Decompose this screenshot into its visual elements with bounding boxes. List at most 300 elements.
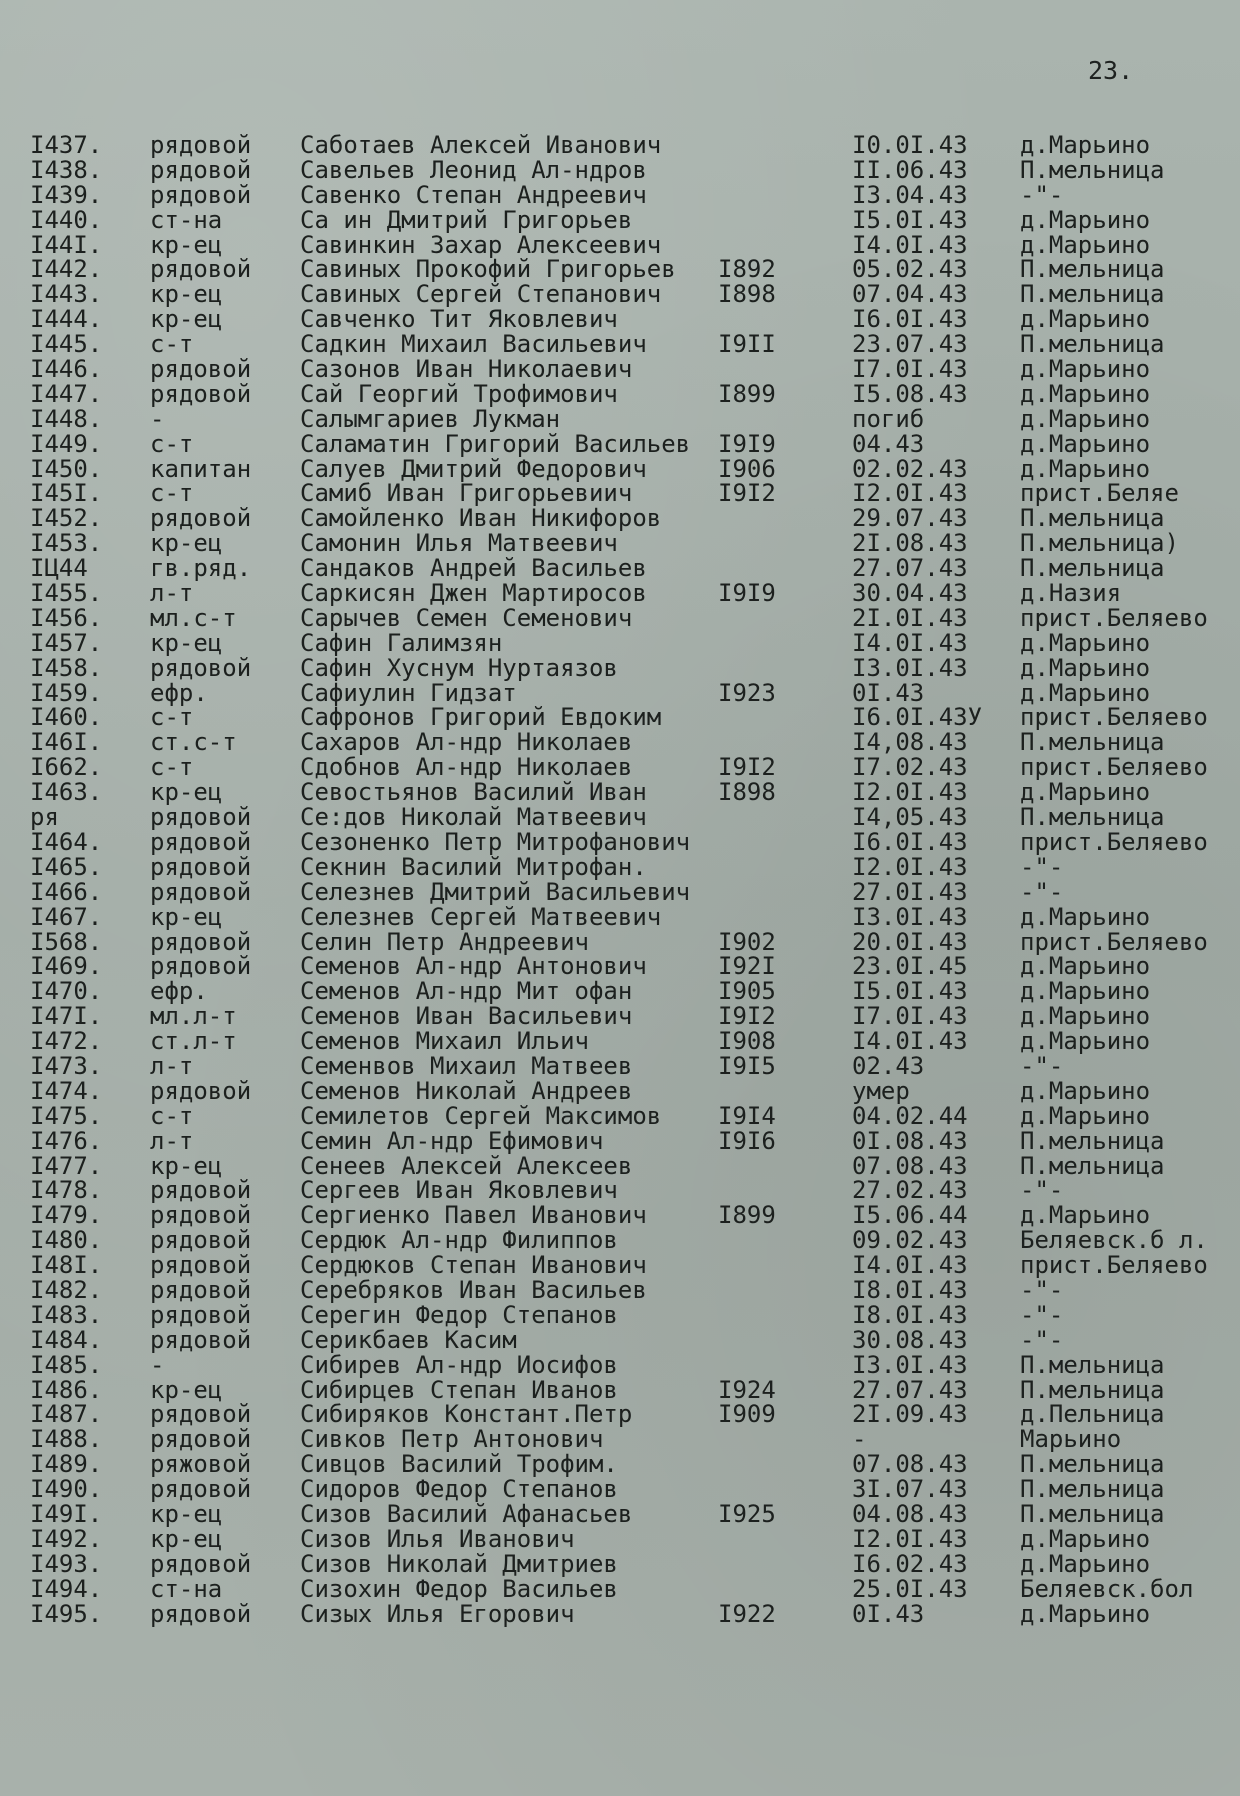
entry-number: I467. [30,902,103,931]
casualty-list [0,133,1240,1626]
entry-place: д.Марьино [1020,1524,1151,1553]
entry-date: 23.0I.45 [852,952,968,981]
entry-date: I3.0I.43 [852,902,968,931]
entry-number: I472. [30,1027,103,1056]
entry-place: д.Марьино [1020,902,1151,931]
entry-name: Семилетов Сергей Максимов [300,1101,662,1130]
entry-number: I486. [30,1375,103,1404]
entry-date: 04.08.43 [852,1499,968,1528]
entry-date: I6.0I.43 [852,305,968,334]
list-row [0,877,1240,906]
entry-date: I2.0I.43 [852,852,968,881]
entry-number: I49I. [30,1499,103,1528]
entry-number: I455. [30,579,103,608]
entry-birth-year: I925 [718,1499,776,1528]
entry-name: Семенов Николай Андреев [300,1076,633,1105]
entry-name: Семенов Иван Васильевич [300,1002,633,1031]
entry-rank: рядовой [150,653,252,682]
entry-place: прист.Беляево [1020,753,1208,782]
entry-number: I495. [30,1599,103,1628]
entry-number: I48I. [30,1251,103,1280]
entry-name: Савиных Сергей Степанович [300,280,662,309]
list-row [0,1076,1240,1105]
list-row [0,257,1240,282]
list-row [0,628,1240,657]
entry-place: д.Марьино [1020,952,1151,981]
entry-number: I487. [30,1400,103,1429]
entry-birth-year: I92I [718,952,776,981]
list-row [0,1325,1240,1354]
entry-number: I440. [30,205,103,234]
entry-place: д.Марьино [1020,678,1151,707]
entry-place: прист.Беляево [1020,603,1208,632]
list-row [0,1228,1240,1253]
entry-date: I2.0I.43 [852,479,968,508]
entry-date: I3.04.43 [852,180,968,209]
list-row [0,979,1240,1004]
entry-birth-year: I905 [718,977,776,1006]
list-row [0,705,1240,730]
list-row [0,1151,1240,1180]
entry-number: I46I. [30,728,103,757]
entry-birth-year: I9I2 [718,479,776,508]
list-row [0,1350,1240,1379]
entry-date: 23.07.43 [852,330,968,359]
entry-birth-year: I9I6 [718,1126,776,1155]
list-row [0,1253,1240,1278]
entry-name: Сидоров Федор Степанов [300,1475,618,1504]
entry-date: I2.0I.43 [852,778,968,807]
entry-name: Семенов Ал-ндр Антонович [300,952,647,981]
list-row [0,954,1240,979]
entry-place: -"- [1020,1176,1064,1205]
entry-rank: с-т [150,703,194,732]
entry-number: I464. [30,827,103,856]
entry-place: прист.Беляево [1020,1251,1208,1280]
entry-name: Секнин Василий Митрофан. [300,852,647,881]
entry-date: I8.0I.43 [852,1300,968,1329]
entry-place: П.мельница) [1020,529,1179,558]
list-row [0,1452,1240,1477]
entry-place: прист.Беляево [1020,703,1208,732]
entry-place: д.Марьино [1020,404,1151,433]
entry-rank: кр-ец [150,529,223,558]
list-row [0,1599,1240,1628]
entry-place: -"- [1020,852,1064,881]
entry-place: -"- [1020,180,1064,209]
list-row [0,133,1240,158]
entry-place: д.Марьино [1020,778,1151,807]
entry-date: - [852,1425,867,1454]
entry-rank: кр-ец [150,1151,223,1180]
entry-place: д.Марьино [1020,653,1151,682]
entry-place: Беляевск.бол [1020,1574,1194,1603]
entry-place: -"- [1020,1325,1064,1354]
entry-number: I465. [30,852,103,881]
entry-rank: ряжовой [150,1450,252,1479]
entry-date: 27.07.43 [852,1375,968,1404]
entry-name: Сергиенко Павел Иванович [300,1201,647,1230]
entry-date: I4.0I.43 [852,1027,968,1056]
entry-place: д.Марьино [1020,1201,1151,1230]
entry-name: Саркисян Джен Мартиросов [300,579,647,608]
entry-rank: с-т [150,1101,194,1130]
entry-number: I493. [30,1549,103,1578]
entry-rank: рядовой [150,1425,252,1454]
list-row [0,429,1240,458]
entry-birth-year: I898 [718,778,776,807]
entry-rank: рядовой [150,1325,252,1354]
entry-rank: рядовой [150,155,252,184]
entry-date: 29.07.43 [852,504,968,533]
list-row [0,1029,1240,1054]
list-row [0,827,1240,856]
entry-rank: с-т [150,429,194,458]
entry-date: 04.02.44 [852,1101,968,1130]
entry-rank: рядовой [150,1549,252,1578]
list-row [0,780,1240,805]
entry-number: I494. [30,1574,103,1603]
entry-place: д.Назия [1020,579,1122,608]
entry-date: I4,05.43 [852,803,968,832]
entry-number: I456. [30,603,103,632]
entry-name: Семенвов Михаил Матвеев [300,1051,633,1080]
entry-rank: рядовой [150,255,252,284]
entry-date: I0.0I.43 [852,131,968,159]
entry-rank: рядовой [150,1475,252,1504]
entry-place: П.мельница [1020,1151,1165,1180]
entry-name: Сай Георгий Трофимович [300,379,618,408]
entry-rank: мл.л-т [150,1002,237,1031]
list-row [0,603,1240,632]
entry-place: П.мельница [1020,1475,1165,1504]
entry-place: П.мельница [1020,280,1165,309]
entry-number: I449. [30,429,103,458]
entry-name: Сафин Хуснум Нуртаязов [300,653,618,682]
entry-number: I458. [30,653,103,682]
entry-place: д.Марьино [1020,131,1151,159]
entry-rank: рядовой [150,504,252,533]
entry-rank: кр-ец [150,280,223,309]
entry-date: I5.08.43 [852,379,968,408]
entry-date: погиб [852,404,925,433]
entry-name: Савченко Тит Яковлевич [300,305,618,334]
entry-rank: рядовой [150,355,252,384]
entry-number: I478. [30,1176,103,1205]
list-row [0,454,1240,483]
entry-rank: л-т [150,579,194,608]
entry-rank: рядовой [150,1400,252,1429]
entry-number: I474. [30,1076,103,1105]
list-row [0,678,1240,707]
entry-birth-year: I924 [718,1375,776,1404]
entry-place: П.мельница [1020,803,1165,832]
entry-number: I489. [30,1450,103,1479]
entry-name: Сарычев Семен Семенович [300,603,633,632]
entry-name: Семенов Михаил Ильич [300,1027,589,1056]
list-row [0,1051,1240,1080]
entry-place: Марьино [1020,1425,1122,1454]
list-row [0,902,1240,931]
list-row [0,155,1240,184]
entry-name: Семенов Ал-ндр Мит офан [300,977,633,1006]
entry-name: Самонин Илья Матвеевич [300,529,618,558]
list-row [0,282,1240,307]
entry-name: Сезоненко Петр Митрофанович [300,827,691,856]
entry-birth-year: I922 [718,1599,776,1628]
entry-place: д.Марьино [1020,454,1151,483]
entry-date: I5.0I.43 [852,205,968,234]
list-row [0,556,1240,581]
entry-number: I444. [30,305,103,334]
entry-rank: рядовой [150,852,252,881]
entry-rank: рядовой [150,827,252,856]
entry-name: Самиб Иван Григорьевиич [300,479,633,508]
list-row [0,180,1240,209]
entry-place: д.Марьино [1020,429,1151,458]
entry-name: Сибиряков Констант.Петр [300,1400,633,1429]
entry-rank: л-т [150,1126,194,1155]
entry-number: I47I. [30,1002,103,1031]
entry-place: -"- [1020,1275,1064,1304]
entry-rank: рядовой [150,877,252,906]
entry-place: Беляевск.б л. [1020,1226,1208,1255]
entry-place: д.Марьино [1020,1549,1151,1578]
entry-name: Са ин Дмитрий Григорьев [300,205,633,234]
entry-date: 27.0I.43 [852,877,968,906]
entry-name: Сердюков Степан Иванович [300,1251,647,1280]
entry-number: I469. [30,952,103,981]
entry-birth-year: I902 [718,927,776,956]
entry-birth-year: I909 [718,1400,776,1429]
entry-birth-year: I908 [718,1027,776,1056]
entry-name: Сивков Петр Антонович [300,1425,604,1454]
entry-name: Сибирев Ал-ндр Иосифов [300,1350,618,1379]
entry-name: Сафиулин Гидзат [300,678,517,707]
entry-name: Савельев Леонид Ал-ндров [300,155,647,184]
list-row [0,1402,1240,1427]
entry-date: I7.0I.43 [852,1002,968,1031]
entry-date: I4.0I.43 [852,1251,968,1280]
entry-number: I482. [30,1275,103,1304]
entry-name: Севостьянов Василий Иван [300,778,647,807]
entry-date: 2I.0I.43 [852,603,968,632]
entry-number: I438. [30,155,103,184]
entry-rank: кр-ец [150,1375,223,1404]
entry-date: II.06.43 [852,155,968,184]
entry-rank: кр-ец [150,1524,223,1553]
entry-rank: ефр. [150,977,208,1006]
entry-date: умер [852,1076,910,1105]
entry-number: I446. [30,355,103,384]
entry-number: I475. [30,1101,103,1130]
entry-name: Сизых Илья Егорович [300,1599,575,1628]
entry-date: 30.08.43 [852,1325,968,1354]
entry-number: I480. [30,1226,103,1255]
entry-place: -"- [1020,1300,1064,1329]
entry-rank: рядовой [150,1275,252,1304]
page-number: 23. [1088,56,1134,85]
entry-number: I485. [30,1350,103,1379]
entry-place: д.Марьино [1020,205,1151,234]
entry-place: д.Марьино [1020,1027,1151,1056]
entry-date: 04.43 [852,429,925,458]
entry-birth-year: I906 [718,454,776,483]
entry-date: 09.02.43 [852,1226,968,1255]
entry-date: I3.0I.43 [852,653,968,682]
entry-date: 0I.43 [852,678,925,707]
entry-rank: рядовой [150,131,252,159]
entry-rank: рядовой [150,379,252,408]
entry-number: ря [30,803,59,832]
entry-name: Сизов Николай Дмитриев [300,1549,618,1578]
entry-name: Савенко Степан Андреевич [300,180,647,209]
entry-rank: мл.с-т [150,603,237,632]
entry-number: I484. [30,1325,103,1354]
entry-name: Савиных Прокофий Григорьев [300,255,676,284]
entry-rank: рядовой [150,1300,252,1329]
entry-number: I473. [30,1051,103,1080]
entry-place: д.Марьино [1020,1002,1151,1031]
entry-date: I3.0I.43 [852,1350,968,1379]
entry-place: П.мельница [1020,1126,1165,1155]
entry-number: I492. [30,1524,103,1553]
entry-name: Саламатин Григорий Васильев [300,429,691,458]
list-row [0,1004,1240,1029]
list-row [0,1126,1240,1155]
entry-date: I4,08.43 [852,728,968,757]
entry-place: П.мельница [1020,1350,1165,1379]
list-row [0,1203,1240,1228]
entry-name: Салуев Дмитрий Федорович [300,454,647,483]
list-row [0,653,1240,682]
list-row [0,755,1240,780]
entry-date: I2.0I.43 [852,1524,968,1553]
entry-rank: рядовой [150,1226,252,1255]
entry-number: I450. [30,454,103,483]
entry-name: Саботаев Алексей Иванович [300,131,662,159]
entry-rank: - [150,1350,165,1379]
list-row [0,1549,1240,1578]
list-row [0,230,1240,259]
entry-number: I453. [30,529,103,558]
entry-date: 2I.09.43 [852,1400,968,1429]
entry-birth-year: I9II [718,330,776,359]
entry-number: I44I. [30,230,103,259]
entry-number: I460. [30,703,103,732]
entry-date: 02.43 [852,1051,925,1080]
entry-name: Сергеев Иван Яковлевич [300,1176,618,1205]
list-row [0,307,1240,332]
entry-number: I488. [30,1425,103,1454]
entry-rank: рядовой [150,1251,252,1280]
entry-rank: рядовой [150,1201,252,1230]
entry-rank: ст-на [150,205,223,234]
entry-place: прист.Беляево [1020,927,1208,956]
entry-place: д.Марьино [1020,379,1151,408]
entry-number: I443. [30,280,103,309]
entry-place: -"- [1020,1051,1064,1080]
entry-name: Семин Ал-ндр Ефимович [300,1126,604,1155]
entry-date: 0I.08.43 [852,1126,968,1155]
entry-place: д.Пельница [1020,1400,1165,1429]
entry-name: Сенеев Алексей Алексеев [300,1151,633,1180]
entry-number: I476. [30,1126,103,1155]
entry-rank: кр-ец [150,902,223,931]
entry-name: Сандаков Андрей Васильев [300,554,647,583]
entry-name: Сибирцев Степан Иванов [300,1375,618,1404]
entry-date: 30.04.43 [852,579,968,608]
entry-number: I483. [30,1300,103,1329]
entry-date: I4.0I.43 [852,230,968,259]
entry-birth-year: I892 [718,255,776,284]
entry-name: Сивцов Василий Трофим. [300,1450,618,1479]
list-row [0,1524,1240,1553]
entry-number: I442. [30,255,103,284]
entry-name: Сафин Галимзян [300,628,503,657]
entry-number: I452. [30,504,103,533]
entry-place: П.мельница [1020,330,1165,359]
entry-rank: ефр. [150,678,208,707]
entry-birth-year: I9I2 [718,753,776,782]
entry-rank: с-т [150,753,194,782]
entry-rank: - [150,404,165,433]
entry-name: Серегин Федор Степанов [300,1300,618,1329]
entry-rank: с-т [150,330,194,359]
entry-date: 25.0I.43 [852,1574,968,1603]
entry-name: Самойленко Иван Никифоров [300,504,662,533]
entry-place: д.Марьино [1020,977,1151,1006]
entry-place: П.мельница [1020,255,1165,284]
entry-date: I7.0I.43 [852,355,968,384]
entry-rank: кр-ец [150,230,223,259]
list-row [0,481,1240,506]
list-row [0,205,1240,234]
entry-birth-year: I9I9 [718,579,776,608]
entry-rank: рядовой [150,1176,252,1205]
entry-place: д.Марьино [1020,1599,1151,1628]
entry-name: Сизов Илья Иванович [300,1524,575,1553]
entry-date: I7.02.43 [852,753,968,782]
entry-date: 27.07.43 [852,554,968,583]
entry-place: д.Марьино [1020,1101,1151,1130]
entry-date: 07.08.43 [852,1151,968,1180]
entry-date: I5.06.44 [852,1201,968,1230]
list-row [0,506,1240,531]
entry-place: П.мельница [1020,155,1165,184]
entry-date: 2I.08.43 [852,529,968,558]
list-row [0,404,1240,433]
entry-name: Сафронов Григорий Евдоким [300,703,662,732]
entry-name: Сизохин Федор Васильев [300,1574,618,1603]
list-row [0,1300,1240,1329]
entry-name: Сизов Василий Афанасьев [300,1499,633,1528]
list-row [0,852,1240,881]
entry-rank: рядовой [150,1599,252,1628]
entry-rank: рядовой [150,927,252,956]
list-row [0,730,1240,755]
entry-rank: с-т [150,479,194,508]
entry-number: I490. [30,1475,103,1504]
entry-rank: ст-на [150,1574,223,1603]
entry-place: д.Марьино [1020,355,1151,384]
list-row [0,1101,1240,1130]
entry-name: Сахаров Ал-ндр Николаев [300,728,633,757]
entry-place: П.мельница [1020,1375,1165,1404]
entry-rank: кр-ец [150,628,223,657]
entry-number: IЦ44 [30,554,88,583]
entry-name: Серебряков Иван Васильев [300,1275,647,1304]
